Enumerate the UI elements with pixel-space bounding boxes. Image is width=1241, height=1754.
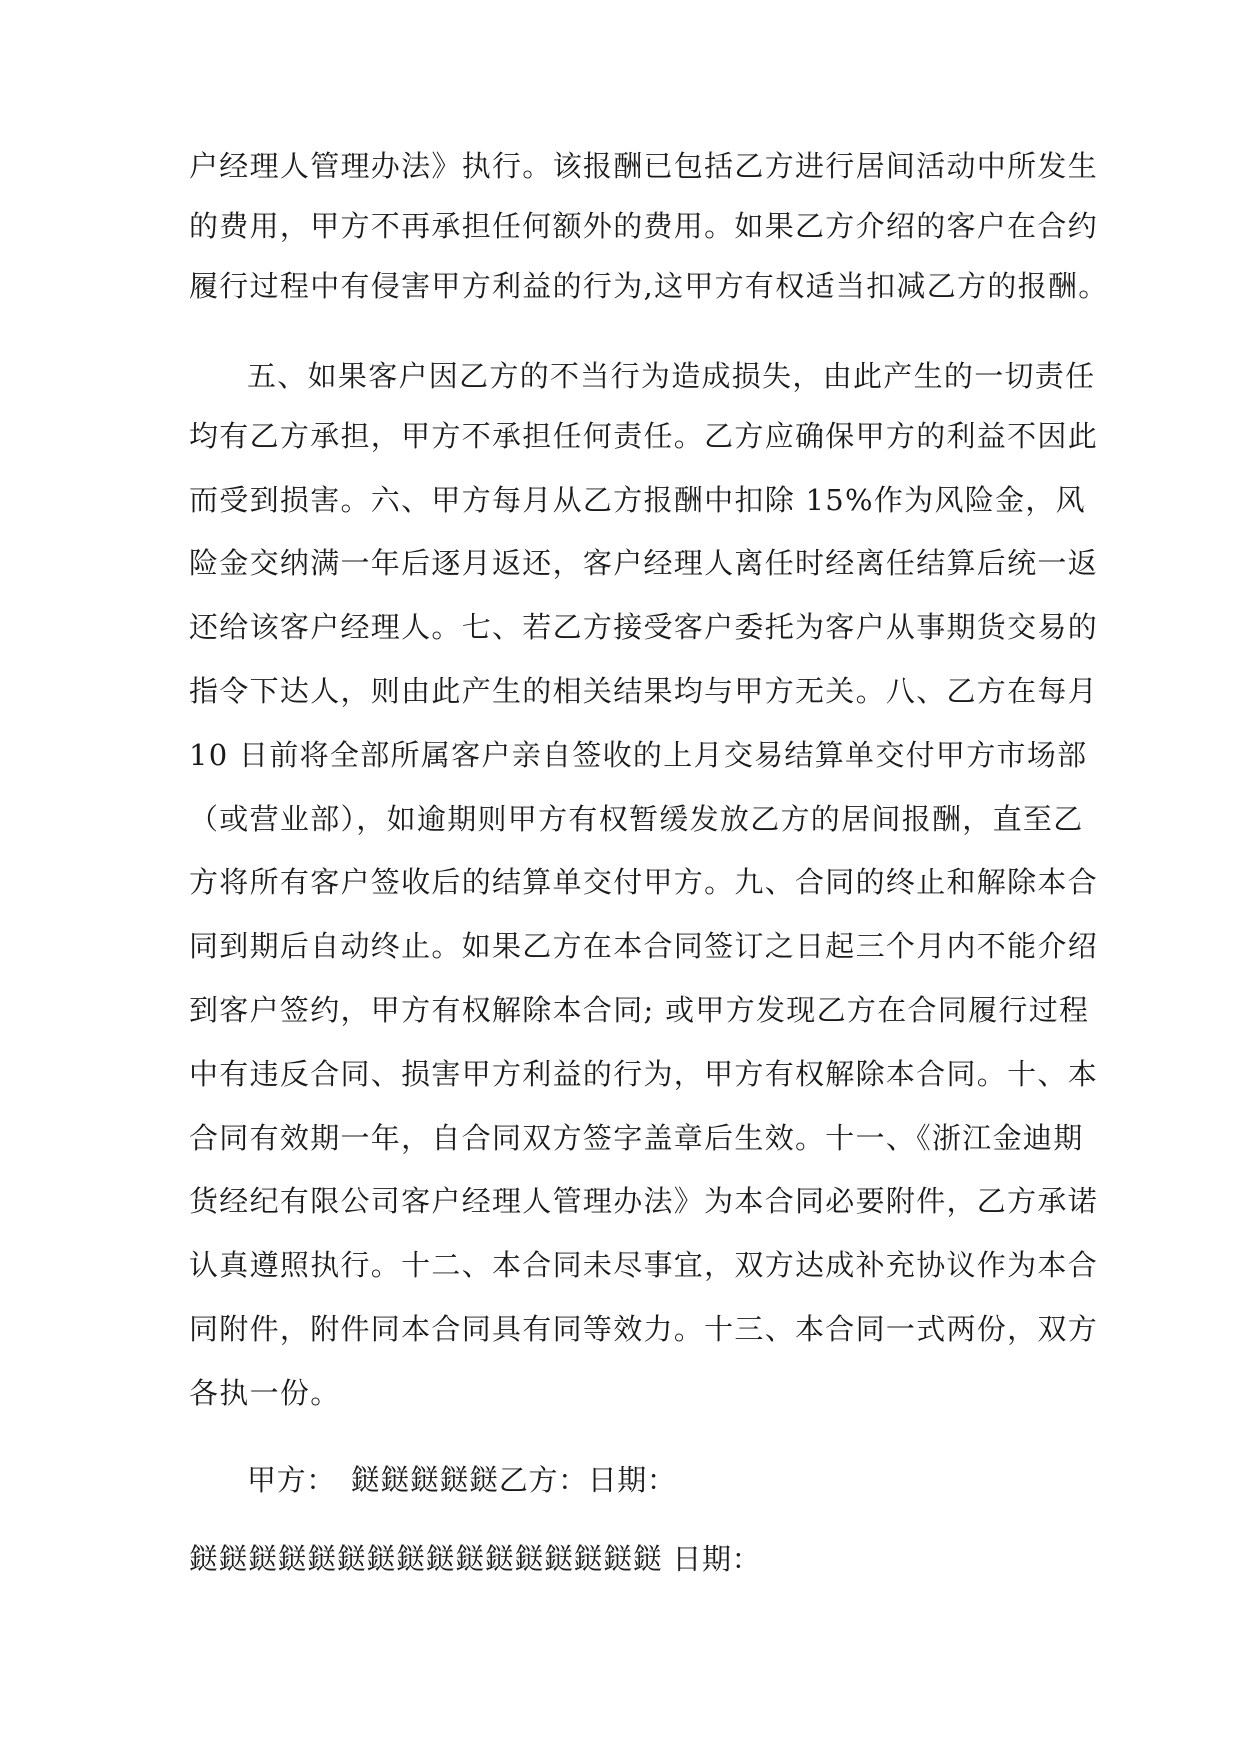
text-line: （或营业部），如逾期则甲方有权暂缓发放乙方的居间报酬，直至乙 [189, 802, 1084, 836]
text-line: 的费用，甲方不再承担任何额外的费用。如果乙方介绍的客户在合约 [189, 209, 1099, 243]
text-line: 10 日前将全部所属客户亲自签收的上月交易结算单交付甲方市场部 [189, 738, 1088, 772]
text-line: 认真遵照执行。十二、本合同未尽事宜，双方达成补充协议作为本合 [189, 1248, 1099, 1282]
text-line: 指令下达人，则由此产生的相关结果均与甲方无关。八、乙方在每月 [189, 674, 1099, 708]
text-line: 同附件，附件同本合同具有同等效力。十三、本合同一式两份，双方 [189, 1312, 1099, 1346]
text-line: 户经理人管理办法》执行。该报酬已包括乙方进行居间活动中所发生 [189, 149, 1099, 183]
text-line: 而受到损害。六、甲方每月从乙方报酬中扣除 15%作为风险金，风 [189, 483, 1086, 517]
text-line: 到客户签约，甲方有权解除本合同; 或甲方发现乙方在合同履行过程 [189, 993, 1090, 1027]
text-line: 方将所有客户签收后的结算单交付甲方。九、合同的终止和解除本合 [189, 865, 1099, 899]
text-line: 均有乙方承担，甲方不承担任何责任。乙方应确保甲方的利益不因此 [189, 419, 1099, 453]
signature-line-party-a: 甲方： 鎹鎹鎹鎹鎹乙方：日期： [247, 1463, 677, 1497]
text-line: 同到期后自动终止。如果乙方在本合同签订之日起三个月内不能介绍 [189, 929, 1099, 963]
text-line: 履行过程中有侵害甲方利益的行为,这甲方有权适当扣减乙方的报酬。 [189, 269, 1109, 303]
text-line: 各执一份。 [189, 1376, 341, 1410]
text-line: 中有违反合同、损害甲方利益的行为，甲方有权解除本合同。十、本 [189, 1057, 1099, 1091]
paragraph-start-line: 五、如果客户因乙方的不当行为造成损失，由此产生的一切责任 [247, 359, 1096, 393]
signature-line-party-b: 鎹鎹鎹鎹鎹鎹鎹鎹鎹鎹鎹鎹鎹鎹鎹鎹 日期： [189, 1542, 762, 1576]
text-line: 货经纪有限公司客户经理人管理办法》为本合同必要附件，乙方承诺 [189, 1184, 1099, 1218]
text-line: 还给该客户经理人。七、若乙方接受客户委托为客户从事期货交易的 [189, 610, 1099, 644]
text-line: 合同有效期一年，自合同双方签字盖章后生效。十一、《浙江金迪期 [189, 1121, 1084, 1155]
text-line: 险金交纳满一年后逐月返还，客户经理人离任时经离任结算后统一返 [189, 546, 1099, 580]
